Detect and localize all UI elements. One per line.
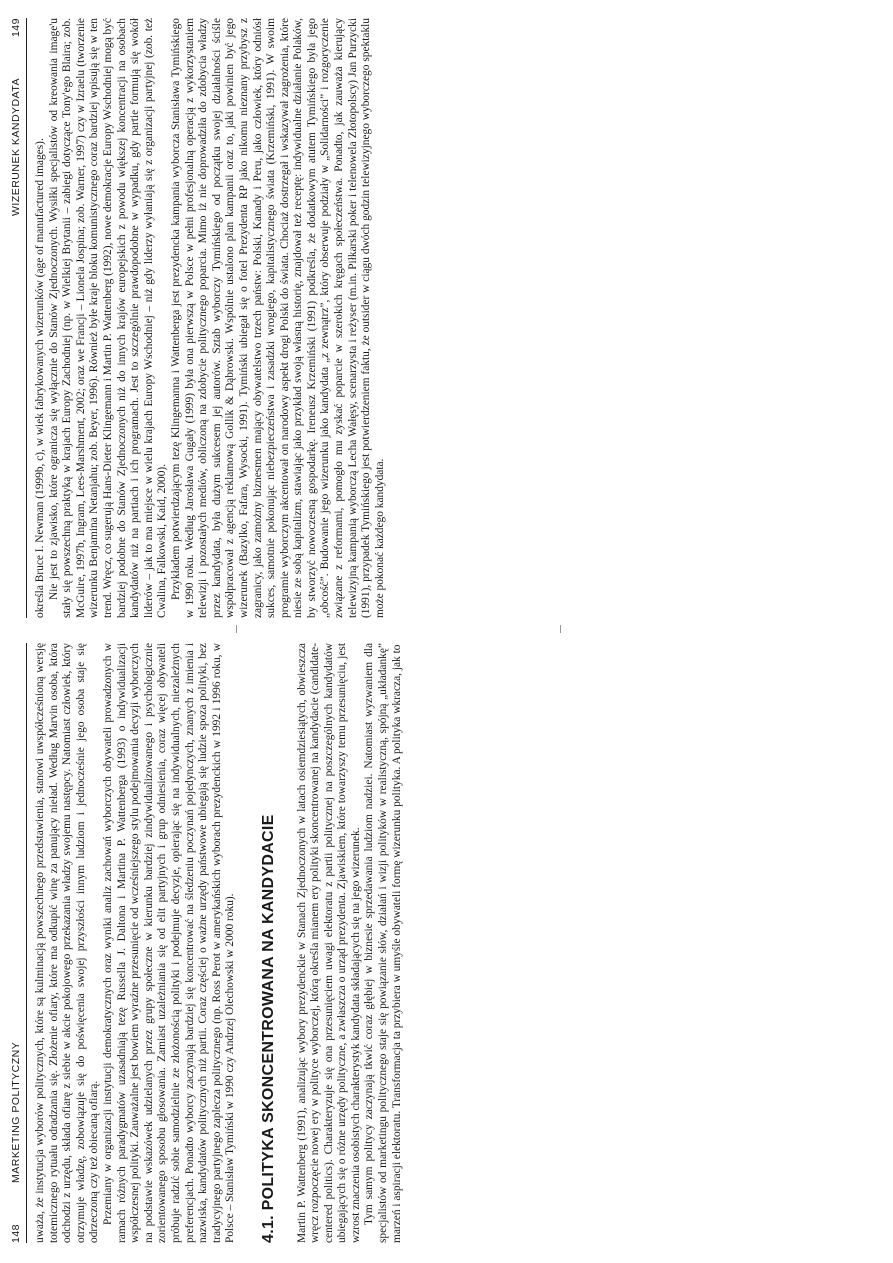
right-page-number: 149 xyxy=(10,18,22,38)
right-page-body xyxy=(34,18,387,618)
paragraph: Przemiany w organizacji instytucji demokratycznych oraz wyniki analiz zachowań wyborczych obywateli prowadzonych w ramach różnych paradygmatów uzasadniają tezę Russella J. Daltona i Martina P. Wattenberga (1993) o indywidualizacji współczesnej polityki. Zauważalne jest bowiem wyraźne przesunięcie od wcześniejszego stylu podejmowania decyzji wyborczych na podstawie wskazówek udzielanych przez grupy społeczne w kierunku bardziej zindywidualizowanego i psychologicznie zorientowanego sposobu głosowania. Zamiast uzależniania się od elit partyjnych i grup odniesienia, coraz więcej obywateli próbuje radzić sobie samodzielnie ze złożonością polityki i podejmuje decyzje, opierając się na indywidualnych, niezależnych preferencjach. Ponadto wyborcy zaczynają bardziej się koncentrować na śledzeniu poczynań pojedynczych, znanych z imienia i nazwiska, kandydatów politycznych niż partii. Coraz częściej o ważne urzędy państwowe ubiegają się ludzie spoza polityki, bez tradycyjnego partyjnego zaplecza politycznego (np. Ross Perot w amerykańskich wyborach prezydenckich w 1992 i 1996 roku, w Polsce – Stanisław Tymiński w 1990 czy Andrzej Olechowski w 2000 roku). xyxy=(101,643,237,1243)
left-running-header xyxy=(8,643,27,1243)
paragraph: określa Bruce I. Newman (1999b, c), w wiek fabrykowanych wizerunków (age of manufactured images). xyxy=(34,138,46,618)
paragraph: Przykładem potwierdzającym tezę Klingemanna i Wattenberga jest prezydencka kampania wyborcza Stanisława Tymińskiego w 1990 roku. Według Jarosława Gugały (1999) była ona pierwszą w Polsce w pełni profesjonalną operacją z wykorzystaniem telewizji i pozostałych mediów, obliczoną na zdobycie politycznego poparcia. Mimo iż nie doprowadziła do zdobycia władzy przez kandydata, była dużym sukcesem jej autorów. Sztab wyborczy Tymińskiego od początku swojej działalności ściśle współpracował z agencją reklamową Gollik & Dąbrowski. Wspólnie ustalono plan kampanii oraz to, jaki powinien być jego wizerunek (Bazylko, Fafara, Wysocki, 1991). Tymiński ubiegał się o fotel Prezydenta RP jako nikomu nieznany przybysz z zagranicy, jako zamożny biznesmen mający obywatelstwo trzech państw: Polski, Kanady i Peru, jako człowiek, który odniósł sukces, samotnie pokonując niebezpieczeństwa i zasadzki wrogiego, kapitalistycznego świata (Krzemiński, 1991). W swoim programie wyborczym akcentował on narodowy aspekt drogi Polski do świata. Chociaż dostrzegał i wskazywał zagrożenia, które niesie ze sobą kapitalizm, stawiając jako przykład swoją własną historię, znajdował też receptę: indywidualne działanie Polaków, by stworzyć nowoczesną gospodarkę. Ireneusz Krzemiński (1991) podkreśla, że dodatkowym atutem Tymińskiego była jego „obcość”. Budowanie jego wizerunku jako kandydata „z zewnątrz”, który obserwuje podziały w „Solidarności” i rozgoryczenie związane z reformami, pomogło mu zyskać poparcie w szerokich kręgach społeczeństwa. Ponadto, jak zauważa kierujący telewizyjną kampanią wyborczą Lecha Wałęsy, scenarzysta i reżyser (m.in. Piłkarski poker i telenowela Złotopolscy) Jan Purzycki (1991), przypadek Tymińskiego jest potwierdzeniem faktu, że outsider w ciągu dwóch godzin telewizyjnego wyborczego spektaklu może pokonać każdego kandydata. xyxy=(169,18,386,618)
left-page xyxy=(0,643,893,1243)
left-page-number: 148 xyxy=(10,1223,22,1243)
paragraph: uważa, że instytucja wyborów politycznych, które są kulminacją powszechnego przedstawienia, stanowi uwspółcześnioną wersję totemicznego rytuału odradzania się. Złożenie ofiary, które ma odkupić winę za panujący nieład. Według Marvin osoba, która odchodzi z urzędu, składa ofiarę z siebie w akcie pokojowego przekazania władzy swojemu następcy. Natomiast człowiek, który otrzymuje władzę, zobowiązuje się do poświęcenia swojej przyszłości innym ludziom i jednocześnie jego osoba staje się odrzeczoną czy też obiecaną ofiarą. xyxy=(34,643,101,1243)
paragraph: Nie jest to zjawisko, które ogranicza się wyłącznie do Stanów Zjednoczonych. Wysiłki specjalistów od kreowania image'u stały się powszechną praktyką w krajach Europy Zachodniej (np. w Wielkiej Brytanii – zabiegi dotyczące Tony'ego Blaira; zob. McGuire, 1997b, Ingram, Lees-Marshment, 2002; oraz we Francji – Lionela Jospina; zob. Warner, 1997) czy w Izraelu (tworzenie wizerunku Benjamina Netanjahu; zob. Beyer, 1996). Również byłe kraje bloku komunistycznego coraz bardziej wpisują się w ten trend. Wręcz, co sugerują Hans-Dieter Klingemann i Martin P. Wattenberg (1992), nowe demokracje Europy Wschodniej mogą być bardziej podobne do Stanów Zjednoczonych niż do innych krajów europejskich z powodu większej koncentracji na osobach kandydatów niż na partiach i ich programach. Jest to szczególnie prawdopodobne w wypadku, gdy partie formują się wokół liderów – jak to ma miejsce w wielu krajach Europy Wschodniej – niż gdy liderzy wyłaniają się z organizacji partyjnej (zob. też Cwalina, Falkowski, Kaid, 2000). xyxy=(47,18,169,618)
left-running-head: MARKETING POLITYCZNY xyxy=(10,1041,22,1183)
gutter-mark xyxy=(236,625,237,633)
gutter-mark xyxy=(560,625,561,633)
paragraph: Martin P. Wattenberg (1991), analizując wybory prezydenckie w Stanach Zjednoczonych w latach osiemdziesiątych, obwieszcza wręcz rozpoczęcie nowej ery w polityce wyborczej, którą określa mianem ery polityki skoncentrowanej na kandydacie (candidate-centered politics). Charakteryzuje się ona przesunięciem uwagi elektoratu z partii politycznej na poszczególnych kandydatów ubiegających się o różne urzędy polityczne, a zwłaszcza o urząd prezydenta. Zjawiskiem, które towarzyszy temu przesunięciu, jest wzrost znaczenia osobistych charakterystyk kandydata składających się na jego wizerunek. xyxy=(295,643,362,1243)
left-page-body xyxy=(34,643,404,1243)
section-title: 4.1. POLITYKA SKONCENTROWANA NA KANDYDACIE xyxy=(259,814,277,1243)
right-running-head: WIZERUNEK KANDYDATA xyxy=(10,78,22,217)
right-page xyxy=(0,18,893,618)
paragraph: Tym samym politycy zaczynają tkwić coraz głębiej w biznesie sprzedawania ludziom nadziei. Natomiast wyzwaniem dla specjalistów od marketingu politycznego staje się powiązanie słów, działań i wizji polityków w realistyczną, spójną „układankę” marzeń i aspiracji elektoratu. Transformacja ta przybiera w umyśle obywateli formę wizerunku polityka. A polityka wkracza, jak to xyxy=(363,643,403,1243)
right-running-header xyxy=(8,18,27,618)
